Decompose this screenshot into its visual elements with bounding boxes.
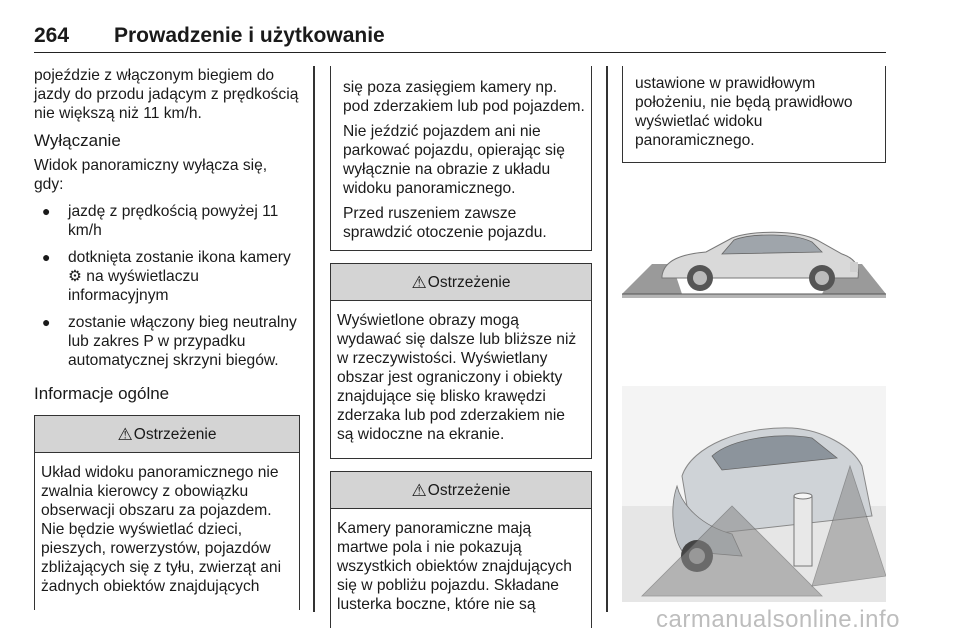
column-divider-right	[606, 66, 608, 612]
column-divider-left	[313, 66, 315, 612]
off-intro-paragraph: Widok panoramiczny wyłącza się, gdy:	[34, 157, 268, 193]
car-perspective-graphic	[622, 386, 886, 602]
heading-off: Wyłączanie	[34, 131, 121, 150]
warning-body: Kamery panoramiczne mają martwe pola i nie pokazują wszystkich obiektów znajdujących się w pobliżu pojazdu. Składane lusterka boczne, które nie są	[337, 520, 572, 613]
warning-triangle-icon: ⚠	[411, 272, 427, 292]
warning-box-3	[330, 471, 592, 628]
bullet-icon: ●	[42, 249, 51, 265]
warning-box-2	[330, 263, 592, 459]
illustration-side-view	[622, 168, 886, 318]
chapter-title: Prowadzenie i użytkowanie	[114, 24, 385, 47]
column-3	[622, 66, 886, 163]
warning-continuation: ustawione w prawidłowym położeniu, nie będą prawidłowo wyświetlać widoku panoramicznego.	[622, 66, 886, 163]
warning-triangle-icon: ⚠	[411, 480, 427, 500]
bullet-icon: ●	[42, 314, 51, 330]
intro-paragraph: pojeździe z włączonym biegiem do jazdy do przodu jadącym z prędkością nie większą niż 11 km/h.	[34, 67, 299, 122]
list-item: ● dotknięta zostanie ikona kamery ⚙ na wyświetlaczu informacyjnym	[42, 249, 291, 304]
column-2	[330, 66, 592, 628]
list-item: ● jazdę z prędkością powyżej 11 km/h	[42, 203, 279, 239]
watermark-text: carmanualsonline.info	[656, 606, 900, 633]
warning-body: Układ widoku panoramicznego nie zwalnia kierowcy z obowiązku obserwacji obszaru za pojazdem. Nie będzie wyświetlać dzieci, pieszych, rowerzystów, pojazdów zbliżających się z tyłu, zwierząt ani żadnych obiektów znajdujących	[41, 464, 282, 595]
warning-box-1	[34, 415, 300, 610]
warning-header: ⚠ Ostrzeżenie	[331, 263, 591, 301]
heading-general-info: Informacje ogólne	[34, 384, 170, 403]
warning-header: ⚠ Ostrzeżenie	[35, 415, 299, 453]
page-header	[34, 22, 886, 53]
warning-body: Wyświetlone obrazy mogą wydawać się dalsze lub bliższe niż w rzeczywistości. Wyświetlany obszar jest ograniczony i obiekty znajdujące się blisko krawędzi zderzaka lub pod zderzakiem nie są widoczne na ekranie.	[337, 312, 577, 443]
illustration-perspective-view	[622, 386, 886, 602]
page-number: 264	[34, 24, 70, 47]
warning-header: ⚠ Ostrzeżenie	[331, 471, 591, 509]
bullet-icon: ●	[42, 203, 51, 219]
warning-continuation: się poza zasięgiem kamery np. pod zderzakiem lub pod pojazdem. Nie jeździć pojazdem ani nie parkować pojazdu, opierając się wyłącznie na obrazie z układu widoku panoramicznego. Przed ruszeniem zawsze sprawdzić otoczenie pojazdu.	[330, 66, 592, 251]
list-item: ● zostanie włączony bieg neutralny lub zakres P w przypadku automatycznej skrzyni biegów.	[42, 314, 297, 369]
off-conditions-list	[34, 202, 300, 370]
car-side-view-graphic	[622, 168, 886, 318]
warning-triangle-icon: ⚠	[117, 424, 133, 444]
column-1	[34, 66, 300, 610]
